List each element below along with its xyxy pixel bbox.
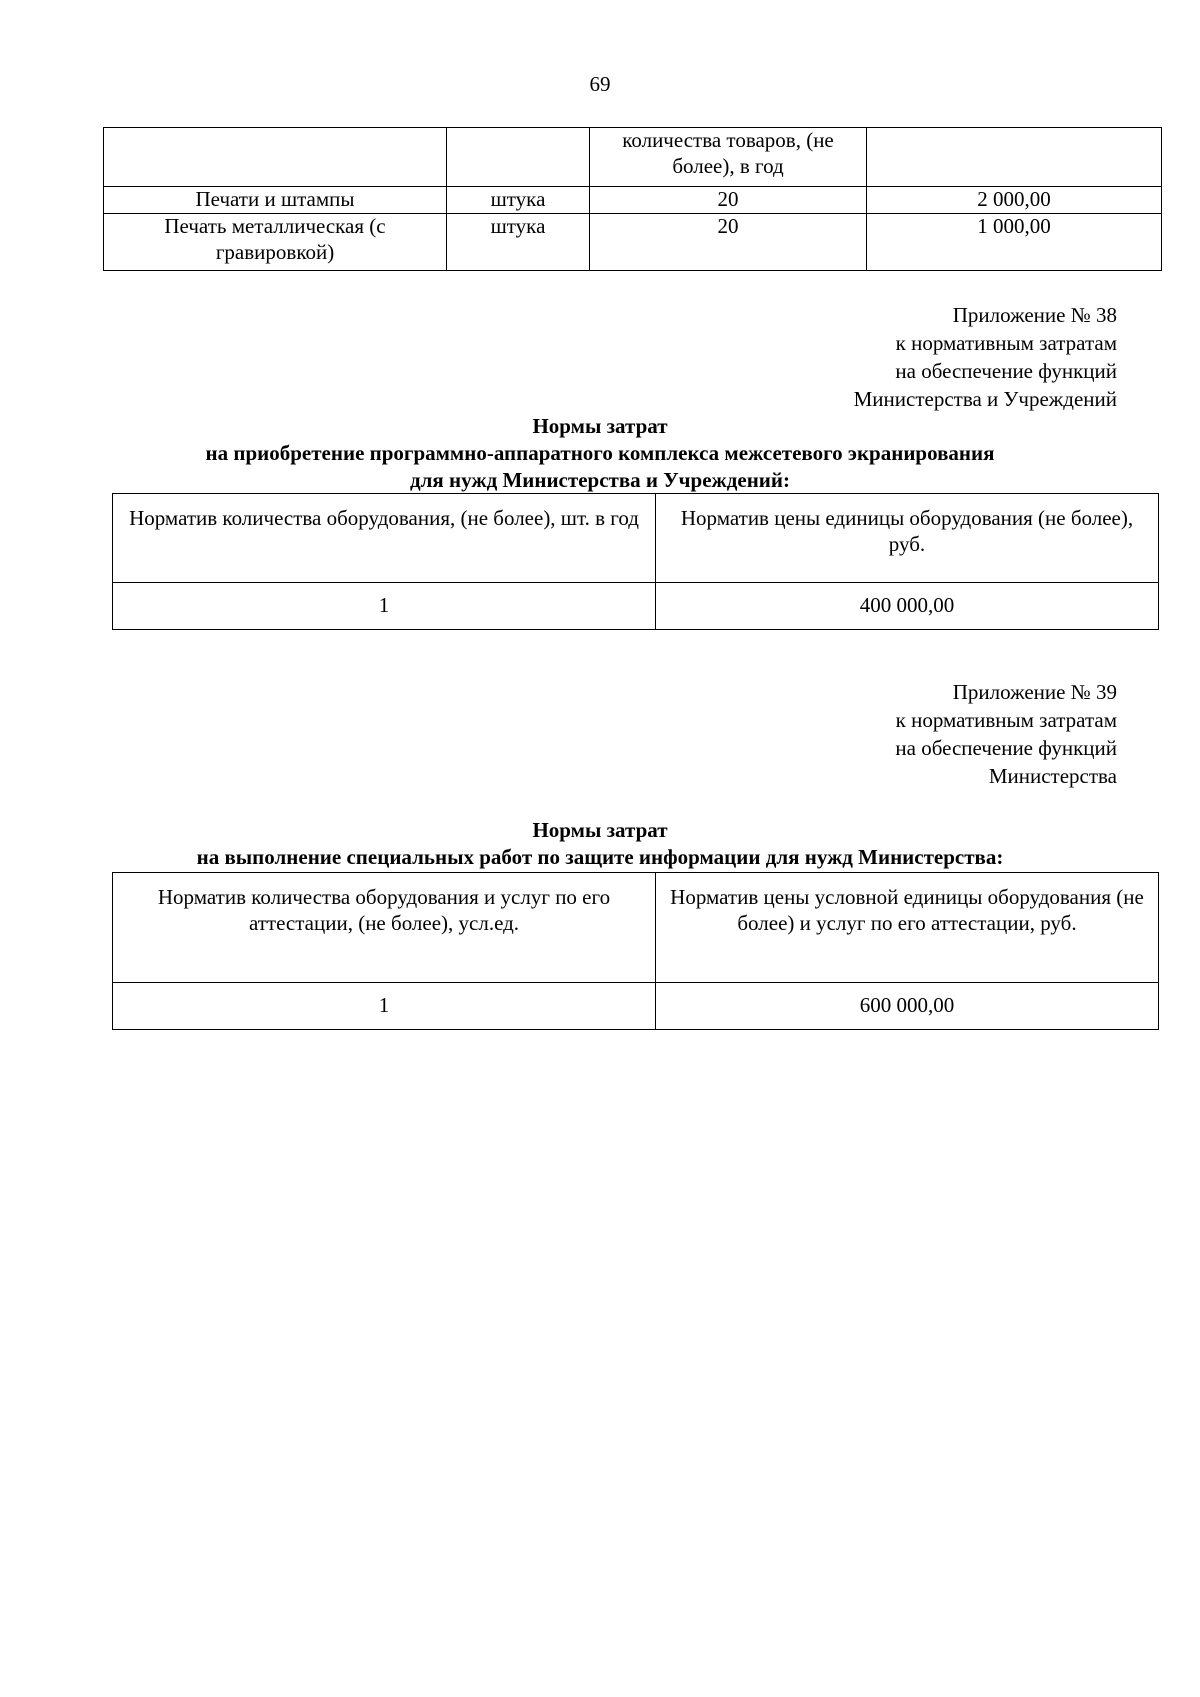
norms-table-39 [112, 872, 1159, 1030]
table-cell [104, 128, 447, 187]
heading-38 [0, 413, 1200, 494]
table-cell [447, 128, 590, 187]
norms-table-38 [112, 493, 1159, 630]
table-cell [867, 128, 1162, 187]
value-cell-price: 400 000,00 [656, 583, 1159, 630]
value-cell-quantity: 1 [113, 583, 656, 630]
table-header-row [104, 128, 1162, 187]
page-number: 69 [589, 72, 611, 96]
appendix-line: на обеспечение функций [895, 736, 1117, 760]
appendix-title: Приложение № 39 [952, 680, 1117, 704]
table-row [113, 983, 1159, 1030]
appendix-38-block [854, 301, 1117, 413]
value-cell-quantity: 1 [113, 983, 656, 1030]
appendix-line: на обеспечение функций [895, 359, 1117, 383]
row-price-cell: 1 000,00 [867, 214, 1162, 271]
table-row [113, 583, 1159, 630]
appendix-title: Приложение № 38 [952, 303, 1117, 327]
table-header-row [113, 494, 1159, 583]
header-cell-price: Норматив цены условной единицы оборудования (не более) и услуг по его аттестации, руб. [656, 873, 1159, 983]
row-unit-cell: штука [447, 187, 590, 214]
table-row [104, 214, 1162, 271]
table-header-row [113, 873, 1159, 983]
row-quantity-cell: 20 [590, 214, 867, 271]
header-cell-quantity: Норматив количества оборудования и услуг по его аттестации, (не более), усл.ед. [113, 873, 656, 983]
row-quantity-cell: 20 [590, 187, 867, 214]
row-name-cell: Печати и штампы [104, 187, 447, 214]
row-unit-cell: штука [447, 214, 590, 271]
norms-table-continuation [103, 127, 1162, 271]
header-cell-price: Норматив цены единицы оборудования (не более), руб. [656, 494, 1159, 583]
heading-subtitle: для нужд Министерства и Учреждений: [410, 468, 790, 492]
heading-subtitle: на выполнение специальных работ по защите информации для нужд Министерства: [196, 845, 1004, 869]
heading-39 [0, 817, 1200, 871]
heading-title: Нормы затрат [532, 818, 668, 842]
heading-title: Нормы затрат [532, 414, 668, 438]
appendix-line: к нормативным затратам [895, 331, 1117, 355]
heading-subtitle: на приобретение программно-аппаратного комплекса межсетевого экранирования [205, 441, 995, 465]
table-row [104, 187, 1162, 214]
appendix-line: к нормативным затратам [895, 708, 1117, 732]
appendix-39-block [895, 678, 1117, 790]
value-cell-price: 600 000,00 [656, 983, 1159, 1030]
appendix-line: Министерства и Учреждений [853, 387, 1117, 411]
row-name-cell: Печать металлическая (с гравировкой) [104, 214, 447, 271]
appendix-line: Министерства [988, 764, 1117, 788]
header-cell-quantity: количества товаров, (не более), в год [590, 128, 867, 187]
row-price-cell: 2 000,00 [867, 187, 1162, 214]
header-cell-quantity: Норматив количества оборудования, (не более), шт. в год [113, 494, 656, 583]
